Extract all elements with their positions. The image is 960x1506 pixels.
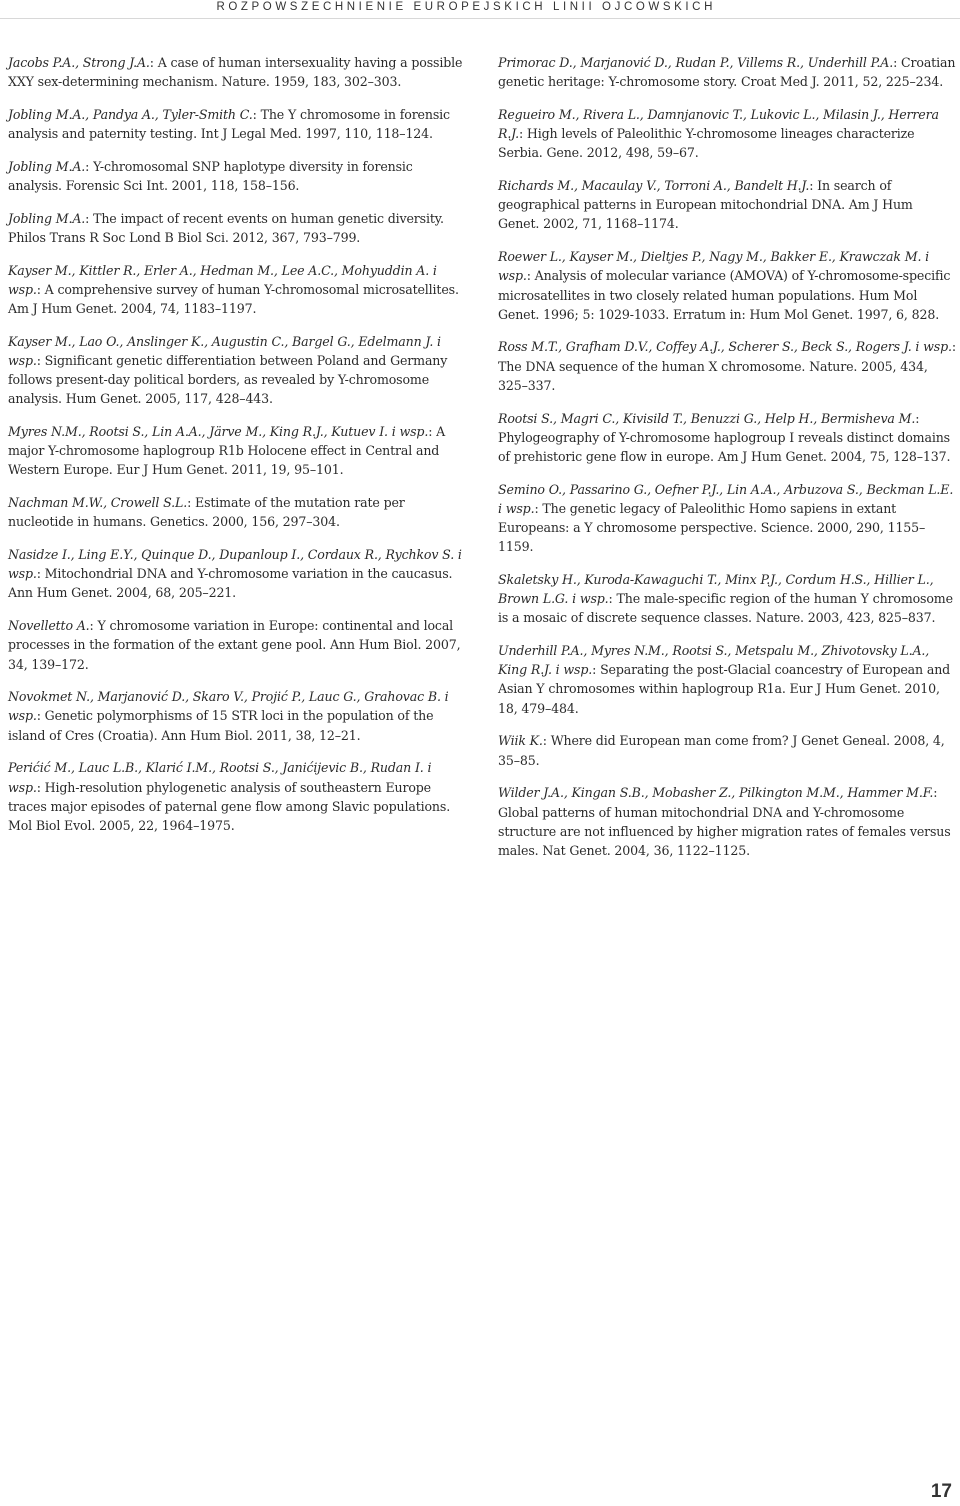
reference-text: : A major Y-chromosome haplogroup R1b Holocene effect in Central and Western Europe. Eur J Hum Genet. 2011, 19, 95–101. [8,424,446,478]
reference-text: : Croatian genetic heritage: Y-chromosome story. Croat Med J. 2011, 52, 225–234. [498,55,956,90]
reference-entry [8,105,466,143]
reference-entry [8,261,466,319]
references-right-column [498,53,956,874]
reference-authors: Nasidze I., Ling E.Y., Quinque D., Dupanloup I., Cordaux R., Rychkov S. i wsp. [8,547,462,582]
reference-text: : Y-chromosomal SNP haplotype diversity in forensic analysis. Forensic Sci Int. 2001, 118, 158–156. [8,158,413,194]
reference-entry [498,337,956,395]
reference-authors: Novokmet N., Marjanović D., Skaro V., Projić P., Lauc G., Grahovac B. i wsp. [8,689,449,724]
reference-authors: Perićić M., Lauc L.B., Klarić I.M., Rootsi S., Janićijevic B., Rudan I. i wsp. [8,760,432,795]
reference-entry [498,641,956,718]
reference-authors: Skaletsky H., Kuroda-Kawaguchi T., Minx P.J., Cordum H.S., Hillier L., Brown L.G. i wsp. [498,571,934,607]
reference-text: : The genetic legacy of Paleolithic Homo sapiens in extant Europeans: a Y chromosome perspective. Science. 2000, 290, 1155–1159. [498,500,926,555]
reference-text: : The male-specific region of the human Y chromosome is a mosaic of discrete sequence classes. Nature. 2003, 423, 825–837. [498,591,953,626]
reference-entry [8,209,466,247]
reference-text: : Analysis of molecular variance (AMOVA) of Y-chromosome-specific microsatellites in two closely related human populations. Hum Mol Genet. 1996; 5: 1029-1033. Erratum in: Hum Mol Genet. 1997, 6, 828. [498,268,951,322]
reference-text: : A case of human intersexuality having a possible XXY sex-determining mechanism. Nature. 1959, 183, 302–303. [8,55,463,90]
reference-text: : Significant genetic differentiation between Poland and Germany follows present-day political borders, as revealed by Y-chromosome analysis. Hum Genet. 2005, 117, 428–443. [8,352,448,407]
running-title: ROZPOWSZECHNIENIE EUROPEJSKICH LINII OJCOWSKICH [216,1,716,13]
reference-authors: Primorac D., Marjanović D., Rudan P., Villems R., Underhill P.A. [498,55,894,70]
reference-authors: Jobling M.A., Pandya A., Tyler-Smith C. [8,106,253,122]
references-left-column [8,53,466,849]
reference-entry [498,53,956,91]
reference-authors: Kayser M., Kittler R., Erler A., Hedman M., Lee A.C., Mohyuddin A. i wsp. [8,262,437,297]
reference-authors: Roewer L., Kayser M., Dieltjes P., Nagy M., Bakker E., Krawczak M. i wsp. [498,249,930,284]
reference-authors: Richards M., Macaulay V., Torroni A., Bandelt H.J. [498,178,810,194]
reference-entry [498,731,956,769]
reference-entry [8,545,466,603]
reference-text: : The Y chromosome in forensic analysis and paternity testing. Int J Legal Med. 1997, 110, 118–124. [8,106,450,142]
reference-authors: Regueiro M., Rivera L., Damnjanovic T., Lukovic L., Milasin J., Herrera R.J. [498,106,939,142]
page-number: 17 [930,1481,952,1502]
reference-authors: Rootsi S., Magri C., Kivisild T., Benuzzi G., Help H., Bermisheva M. [498,410,916,426]
reference-entry [8,53,466,91]
reference-entry [498,480,956,557]
reference-entry [8,332,466,409]
reference-entry [8,157,466,195]
reference-entry [498,783,956,860]
reference-authors: Nachman M.W., Crowell S.L. [8,495,188,511]
reference-authors: Semino O., Passarino G., Oefner P.J., Lin A.A., Arbuzova S., Beckman L.E. i wsp. [498,481,954,516]
reference-entry [8,422,466,480]
reference-text: : Separating the post-Glacial coancestry of European and Asian Y chromosomes within haplogroup R1a. Eur J Hum Genet. 2010, 18, 479–484. [498,662,951,716]
reference-entry [498,409,956,467]
reference-text: : A comprehensive survey of human Y-chromosomal microsatellites. Am J Hum Genet. 2004, 74, 1183–1197. [8,281,459,317]
reference-entry [498,570,956,628]
reference-authors: Ross M.T., Grafham D.V., Coffey A.J., Scherer S., Beck S., Rogers J. i wsp. [498,339,952,355]
running-header [0,0,960,19]
reference-text: : Genetic polymorphisms of 15 STR loci in the population of the island of Cres (Croatia). Ann Hum Biol. 2011, 38, 12–21. [8,708,434,743]
reference-authors: Wilder J.A., Kingan S.B., Mobasher Z., Pilkington M.M., Hammer M.F. [498,785,934,801]
reference-entry [498,176,956,234]
reference-entry [8,758,466,835]
reference-entry [498,247,956,324]
reference-entry [498,105,956,163]
reference-authors: Myres N.M., Rootsi S., Lin A.A., Järve M., King R.J., Kutuev I. i wsp. [8,424,429,440]
reference-text: : Where did European man come from? J Genet Geneal. 2008, 4, 35–85. [498,733,945,768]
reference-text: : High-resolution phylogenetic analysis of southeastern Europe traces major episodes of paternal gene flow among Slavic populations. Mol Biol Evol. 2005, 22, 1964–1975. [8,779,451,833]
reference-entry [8,687,466,745]
reference-text: : Mitochondrial DNA and Y-chromosome variation in the caucasus. Ann Hum Genet. 2004, 68, 205–221. [8,566,453,601]
reference-authors: Wiik K. [498,733,543,749]
reference-text: : The impact of recent events on human genetic diversity. Philos Trans R Soc Lond B Biol Sci. 2012, 367, 793–799. [8,210,444,245]
reference-authors: Kayser M., Lao O., Anslinger K., Augustin C., Bargel G., Edelmann J. i wsp. [8,333,441,368]
reference-entry [8,493,466,531]
reference-authors: Jobling M.A. [8,158,86,174]
reference-entry [8,616,466,674]
reference-text: : Y chromosome variation in Europe: continental and local processes in the formation of the extant gene pool. Ann Hum Biol. 2007, 34, 139–172. [8,618,461,672]
reference-authors: Jobling M.A. [8,210,86,226]
reference-authors: Jacobs P.A., Strong J.A. [8,55,150,70]
reference-text: : Estimate of the mutation rate per nucleotide in humans. Genetics. 2000, 156, 297–304. [8,495,405,530]
reference-text: : Phylogeography of Y-chromosome haplogroup I reveals distinct domains of prehistoric gene flow in europe. Am J Hum Genet. 2004, 75, 128–137. [498,410,951,464]
reference-authors: Novelletto A. [8,618,90,634]
reference-authors: Underhill P.A., Myres N.M., Rootsi S., Metspalu M., Zhivotovsky L.A., King R.J. i wsp. [498,643,930,678]
reference-text: : The DNA sequence of the human X chromosome. Nature. 2005, 434, 325–337. [498,339,956,393]
reference-text: : High levels of Paleolithic Y-chromosome lineages characterize Serbia. Gene. 2012, 498, 59–67. [498,126,915,161]
reference-text: : Global patterns of human mitochondrial DNA and Y-chromosome structure are not influenced by higher migration rates of females versus males. Nat Genet. 2004, 36, 1122–1125. [498,785,951,858]
reference-text: : In search of geographical patterns in European mitochondrial DNA. Am J Hum Genet. 2002, 71, 1168–1174. [498,178,913,232]
